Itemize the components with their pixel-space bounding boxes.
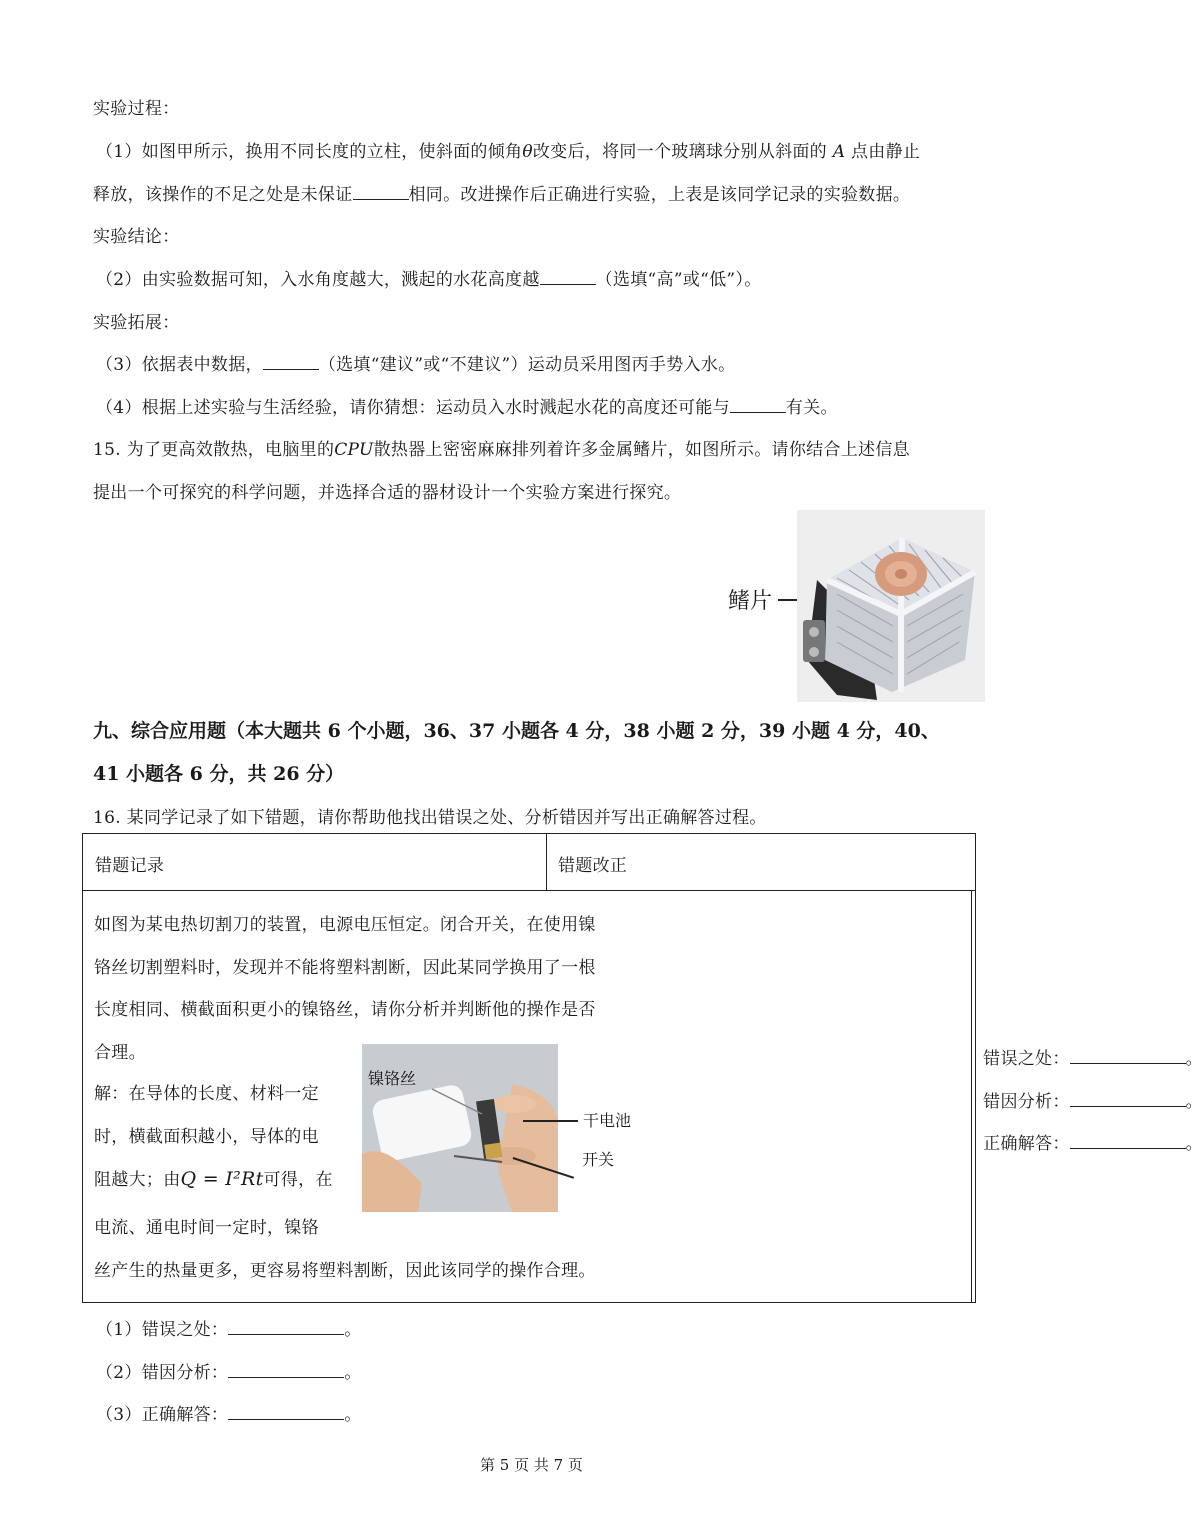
question-2-line [96,265,762,290]
problem-cell [83,891,972,1303]
table-header-fix-cell [547,834,976,891]
answer-2-period: 。 [344,1363,362,1383]
answer-2-label: （2）错因分析： [96,1363,229,1383]
solution-line-1: 解：在导体的长度、材料一定 [94,1084,319,1104]
question-1-text-b: 改变后，将同一个玻璃球分别从斜面的 [532,142,827,162]
cpu-text: CPU [334,440,374,460]
label-switch: 开关 [582,1150,615,1169]
label-battery: 干电池 [583,1111,632,1130]
electric-cutter-image [362,1044,558,1212]
answer-blank-q3[interactable] [263,369,319,370]
fix-answer-label: 正确解答： [983,1134,1070,1154]
answer-1-blank[interactable] [228,1334,344,1335]
answer-line-3 [96,1400,362,1425]
question-3-text-a: （3）依据表中数据， [96,355,263,375]
fix-answer-line [983,1129,1203,1154]
answer-line-2 [96,1358,362,1383]
section-9-heading-line-2: 41 小题各 6 分，共 26 分） [93,763,345,785]
question-15-line-2: 提出一个可探究的科学问题，并选择合适的器材设计一个实验方案进行探究。 [93,483,682,503]
table-header-row [83,834,976,891]
solution-line-3-text-a: 阻越大；由 [94,1170,181,1190]
fix-error-blank[interactable] [1070,1063,1186,1064]
question-3-text-b: （选填“建议”或“不建议”）运动员采用图丙手势入水。 [318,355,736,375]
fix-error-label: 错误之处： [983,1049,1070,1069]
question-1-text-e: 相同。改进操作后正确进行实验，上表是该同学记录的实验数据。 [408,185,911,205]
question-4-text-b: 有关。 [785,398,838,418]
fix-answer-blank[interactable] [1070,1148,1186,1149]
label-nichrome-wire: 镍铬丝 [368,1069,417,1088]
question-15-text-a: 15. 为了更高效散热，电脑里的 [93,440,335,460]
table-header-record-cell [83,834,547,891]
answer-3-blank[interactable] [228,1419,344,1420]
error-record-table [82,833,1203,1303]
fix-answer-period: 。 [1185,1134,1203,1154]
heading-experiment-extension: 实验拓展： [93,313,180,333]
question-4-line [96,393,838,418]
problem-line-3: 长度相同、横截面积更小的镍铬丝，请你分析并判断他的操作是否 [94,1000,596,1020]
fix-cell-content [972,891,1203,1302]
fin-label: 鳍片 [728,589,773,614]
heading-experiment-process: 实验过程： [93,99,180,119]
question-1-line-1 [96,137,920,162]
fix-error-line [983,1044,1203,1069]
question-1-line-2 [93,180,910,205]
cpu-heatsink-image [797,510,985,702]
problem-line-2: 铬丝切割塑料时，发现并不能将塑料割断，因此某同学换用了一根 [94,958,596,978]
fix-error-period: 。 [1185,1049,1203,1069]
question-4-text-a: （4）根据上述实验与生活经验，请你猜想：运动员入水时溅起水花的高度还可能与 [96,398,730,418]
question-1-text-a: （1）如图甲所示，换用不同长度的立柱，使斜面的倾角 [96,142,523,162]
question-15-line-1 [93,435,910,460]
table-header-fix: 错题改正 [558,856,628,876]
question-16-prompt: 16. 某同学记录了如下错题，请你帮助他找出错误之处、分析错因并写出正确解答过程。 [93,808,767,828]
fix-cell [972,891,1203,1303]
problem-line-1: 如图为某电热切割刀的装置，电源电压恒定。闭合开关，在使用镍 [94,915,596,935]
answer-3-period: 。 [344,1405,362,1425]
answer-blank-q2[interactable] [540,284,596,285]
question-1-text-d: 释放，该操作的不足之处是未保证 [93,185,353,205]
point-a-symbol: A [832,142,846,162]
theta-symbol: θ [522,142,533,162]
heading-experiment-conclusion: 实验结论： [93,227,180,247]
page-number-footer: 第 5 页 共 7 页 [480,1456,583,1474]
solution-line-3-text-b: 可得，在 [263,1170,333,1190]
question-1-text-c: 点由静止 [851,142,921,162]
problem-line-4: 合理。 [94,1043,146,1063]
answer-1-period: 。 [344,1320,362,1340]
section-9-heading-line-1: 九、综合应用题（本大题共 6 个小题，36、37 小题各 4 分，38 小题 2 分，39 小题 4 分，40、 [93,720,940,742]
problem-cell-content [83,891,971,1302]
fix-cause-period: 。 [1185,1092,1203,1112]
answer-blank-q1[interactable] [353,199,409,200]
solution-line-3 [94,1165,333,1190]
solution-line-2: 时，横截面积越小，导体的电 [94,1127,319,1147]
fix-cause-label: 错因分析： [983,1092,1070,1112]
answer-blank-q4[interactable] [730,412,786,413]
question-3-line [96,350,735,375]
table-header-record: 错题记录 [95,856,165,876]
table-body-row [83,891,976,1303]
solution-line-4: 电流、通电时间一定时，镍铬 [94,1218,319,1238]
fix-cause-line [983,1087,1203,1112]
answer-2-blank[interactable] [228,1377,344,1378]
battery-leader-line [523,1120,578,1122]
question-15-text-b: 散热器上密密麻麻排列着许多金属鳍片，如图所示。请你结合上述信息 [373,440,910,460]
question-2-text-a: （2）由实验数据可知，入水角度越大，溅起的水花高度越 [96,270,540,290]
answer-1-label: （1）错误之处： [96,1320,229,1340]
cpu-heatsink-drawing [797,510,985,702]
question-2-text-b: （选填“高”或“低”）。 [595,270,762,290]
answer-line-1 [96,1315,362,1340]
solution-line-5: 丝产生的热量更多，更容易将塑料割断，因此该同学的操作合理。 [94,1261,596,1281]
fix-cause-blank[interactable] [1070,1106,1186,1107]
joule-formula: Q = I²Rt [180,1168,264,1190]
answer-3-label: （3）正确解答： [96,1405,229,1425]
